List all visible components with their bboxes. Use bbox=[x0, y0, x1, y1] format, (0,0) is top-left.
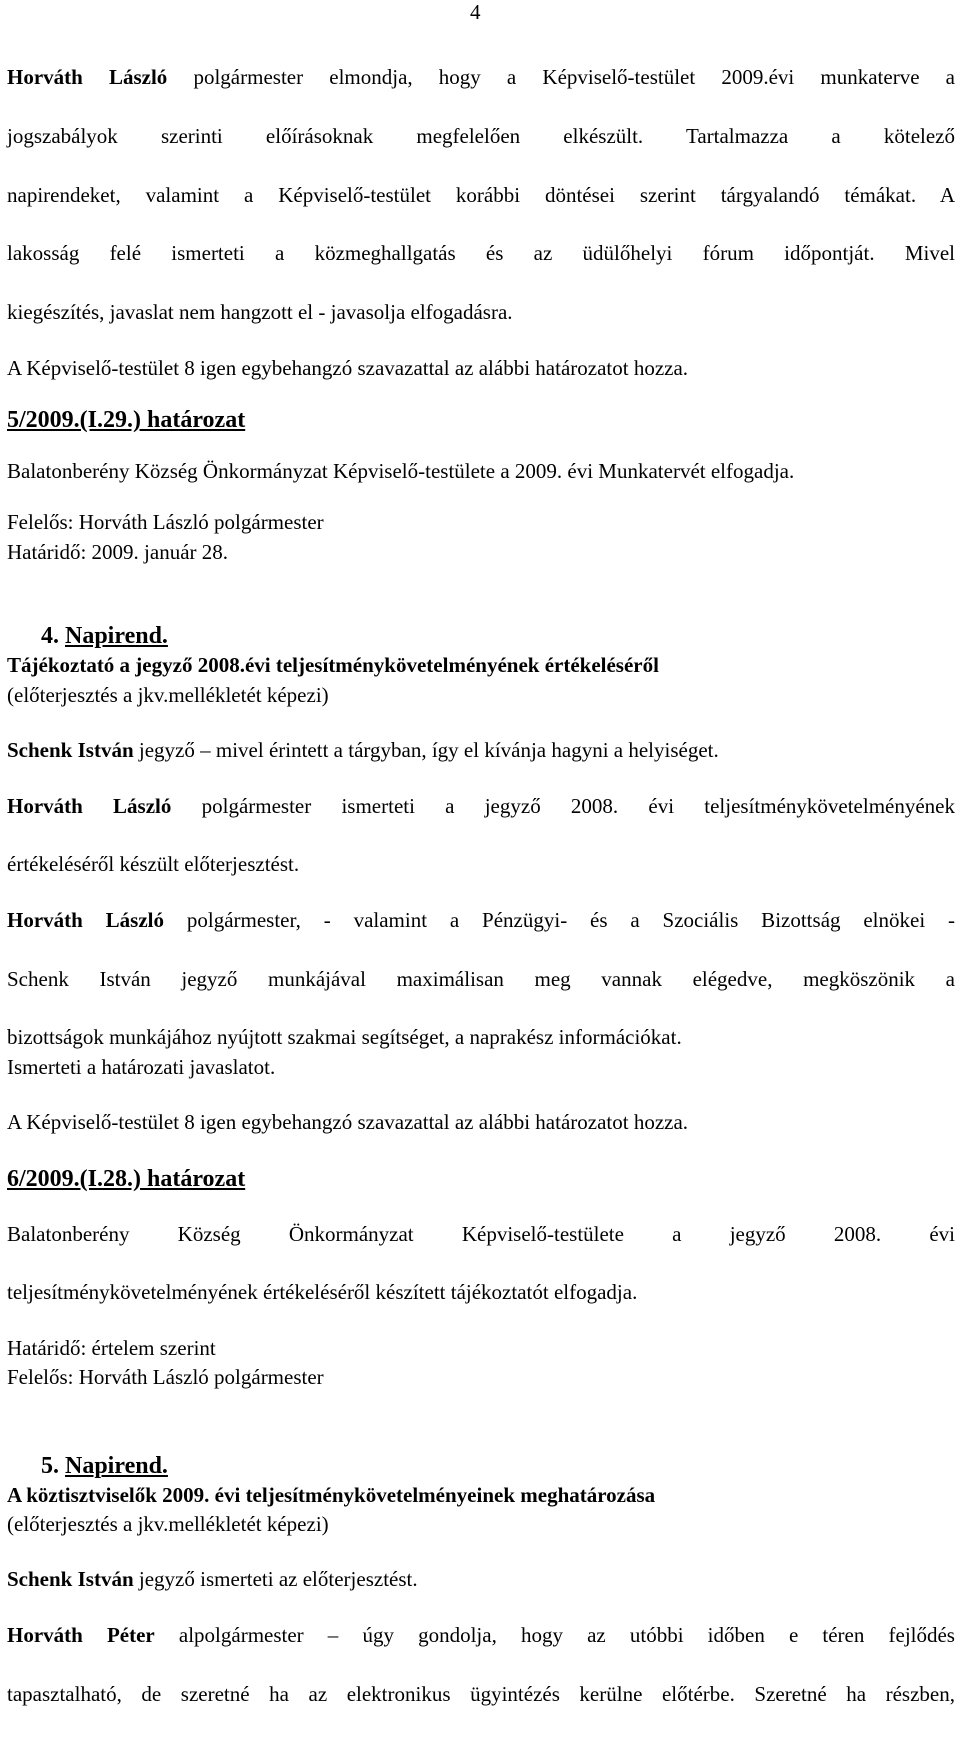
agenda-item-title: Tájékoztató a jegyző 2008.évi teljesítménykövetelményének értékeléséről bbox=[7, 653, 659, 678]
mayor-thanks-paragraph: Horváth László polgármester, - valamint a Pénzügyi- és a Szociális Bizottság elnökei - Schenk István jegyző munkájával maximálisan meg vannak elégedve, megköszönik a bizottságok munkájához nyújtott szakmai segítséget, a naprakész információkat. Ismerteti a határozati javaslatot. bbox=[7, 907, 955, 1079]
speaker-name: Horváth Péter bbox=[7, 1622, 155, 1647]
vote-statement: A Képviselő-testület 8 igen egybehangzó szavazattal az alábbi határozatot hozza. bbox=[7, 355, 689, 380]
mayor-presentation-paragraph: Horváth László polgármester ismerteti a jegyző 2008. évi teljesítménykövetelményének értékeléséről készült előterjesztést. bbox=[7, 793, 956, 877]
resolution-text: Balatonberény Község Önkormányzat Képviselő-testülete a jegyző 2008. évi teljesítménykövetelményének értékeléséről készített tájékoztatót elfogadja. bbox=[7, 1221, 955, 1305]
agenda-item-note: (előterjesztés a jkv.mellékletét képezi) bbox=[7, 682, 329, 707]
vote-statement: A Képviselő-testület 8 igen egybehangzó szavazattal az alábbi határozatot hozza. bbox=[7, 1110, 689, 1135]
speaker-name: Schenk István bbox=[7, 1567, 134, 1592]
resolution-deadline: Határidő: 2009. január 28. bbox=[7, 539, 229, 564]
resolution-responsible: Felelős: Horváth László polgármester bbox=[7, 510, 324, 535]
resolution-deadline: Határidő: értelem szerint bbox=[7, 1335, 216, 1360]
mayor-workplan-paragraph: Horváth László polgármester elmondja, hogy a Képviselő-testület 2009.évi munkaterve a jogszabályok szerinti előírásoknak megfelelően elkészült. Tartalmazza a kötelező napirendeket, valamint a Képviselő-testület korábbi döntései szerint tárgyalandó témákat. A lakosság felé ismerteti a közmeghallgatás és az üdülőhelyi fórum időpontját. Mivel kiegészítés, javaslat nem hangzott el - javasolja elfogadásra. bbox=[7, 65, 955, 325]
speaker-name: Horváth László bbox=[7, 65, 168, 89]
resolution-title: 6/2009.(I.28.) határozat bbox=[7, 1165, 246, 1192]
resolution-text: Balatonberény Község Önkormányzat Képviselő-testülete a 2009. évi Munkatervét elfogadja. bbox=[7, 459, 795, 484]
speaker-name: Horváth László bbox=[7, 907, 165, 932]
agenda-item-title: A köztisztviselők 2009. évi teljesítménykövetelményeinek meghatározása bbox=[7, 1482, 656, 1507]
resolution-title: 5/2009.(I.29.) határozat bbox=[7, 407, 246, 434]
agenda-item-heading: 4. Napirend. bbox=[41, 623, 168, 650]
agenda-item-note: (előterjesztés a jkv.mellékletét képezi) bbox=[7, 1512, 329, 1536]
page-number: 4 bbox=[470, 0, 481, 24]
document-page bbox=[7, 63, 955, 1738]
notary-statement: Schenk István jegyző ismerteti az előterjesztést. bbox=[7, 1567, 418, 1592]
agenda-item-heading: 5. Napirend. bbox=[41, 1452, 168, 1479]
speaker-name: Schenk István bbox=[7, 738, 134, 763]
deputy-mayor-paragraph: Horváth Péter alpolgármester – úgy gondolja, hogy az utóbbi időben e téren fejlődés tapasztalható, de szeretné ha az elektronikus ügyintézés kerülne előtérbe. Szeretné ha részben, bbox=[7, 1622, 955, 1706]
notary-statement: Schenk István jegyző – mivel érintett a tárgyban, így el kívánja hagyni a helyiséget. bbox=[7, 738, 719, 763]
speaker-name: Horváth László bbox=[7, 793, 172, 818]
resolution-responsible: Felelős: Horváth László polgármester bbox=[7, 1365, 324, 1390]
